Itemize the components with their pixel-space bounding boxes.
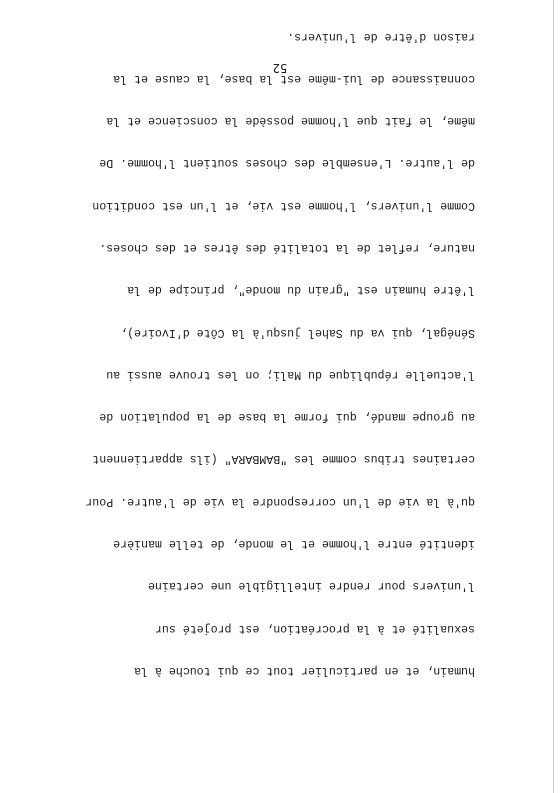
text-line: même, le fait que l'homme possède la conscience et la bbox=[106, 114, 475, 128]
text-line: identité entre l'homme et le monde, de telle manière bbox=[113, 536, 475, 550]
text-line: de l'autre. L'ensemble des choses soutient l'homme. De bbox=[99, 156, 475, 170]
text-line: sexualité et à la procréation, est projeté sur bbox=[154, 621, 475, 635]
text-line: humain, et en particulier tout ce qui touche à la bbox=[134, 663, 475, 677]
text-line: l'être humain est "grain du monde", principe de la bbox=[127, 283, 475, 297]
text-line: au groupe mandé, qui forme la base de la population de bbox=[99, 410, 475, 424]
text-line: Sénégal, qui va du Sahel jusqu'à la Côte d'Ivoire), bbox=[120, 325, 475, 339]
text-line: l'univers pour rendre intelligible une certaine bbox=[148, 579, 475, 593]
text-line: connaissance de lui-même est la base, la cause et la bbox=[113, 71, 475, 85]
page-number: 52 bbox=[272, 61, 288, 75]
text-line: qu'à la vie de l'un correspondre la vie de l'autre. Pour bbox=[85, 494, 475, 508]
text-line: nature, reflet de la totalité des êtres et des choses. bbox=[99, 241, 475, 254]
text-line: certaines tribus comme les "BAMBARA" (ils appartiennent bbox=[92, 452, 475, 466]
text-line: l'actuelle république du Mali; on les trouve aussi au bbox=[106, 367, 475, 381]
text-line: Comme l'univers, l'homme est vie, et l'un est condition bbox=[92, 198, 475, 212]
text-line: raison d'être de l'univers. bbox=[287, 29, 475, 43]
body-text bbox=[69, 0, 475, 705]
